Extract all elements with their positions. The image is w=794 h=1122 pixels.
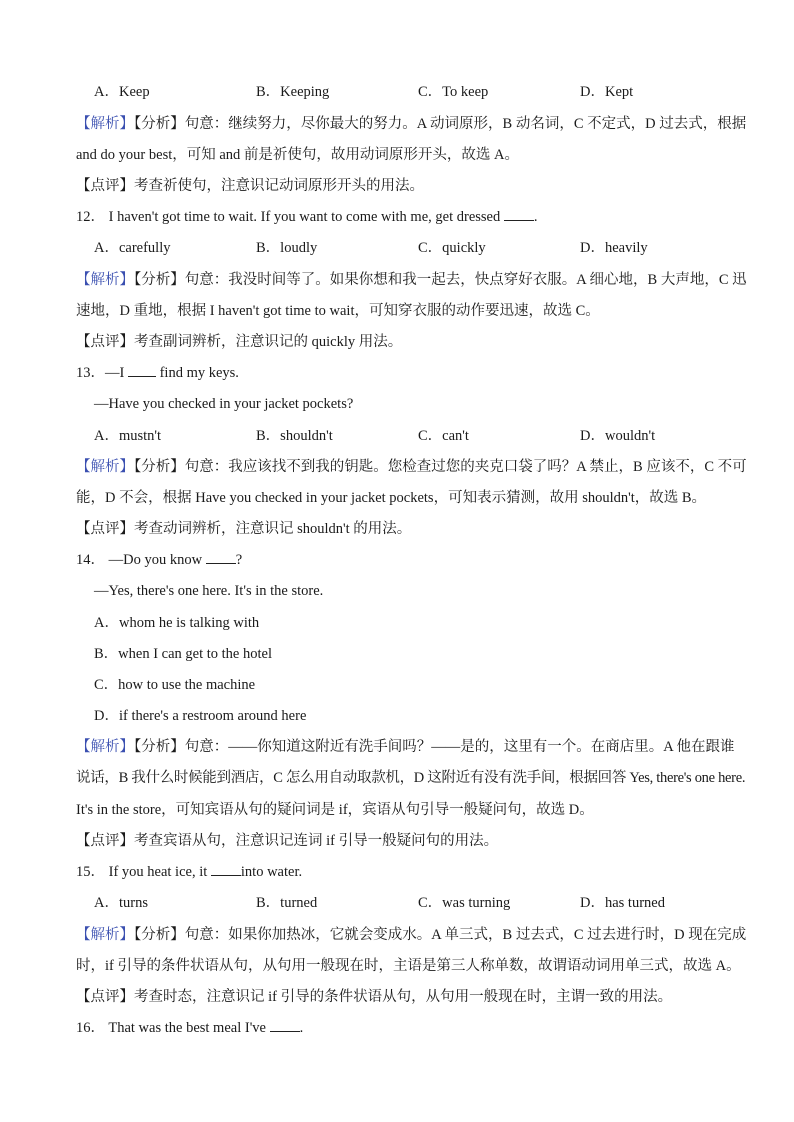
q11-option-b: B．Keeping [256, 84, 330, 100]
q12-comment: 【点评】考查副词辨析，注意识记的 quickly 用法。 [76, 334, 403, 350]
q12-stem: 12． I haven't got time to wait. If you want to come with me, get dressed . [76, 209, 538, 225]
q13-analysis-line2: 能，D 不会，根据 Have you checked in your jacket pockets，可知表示猜测，故用 shouldn't，故选 B。 [76, 490, 707, 506]
q13-blank [128, 363, 156, 377]
q12-analysis-line1: 【解析】【分析】句意：我没时间等了。如果你想和我一起去，快点穿好衣服。A 细心地，B 大声地，C 迅 [76, 272, 747, 288]
q14-blank [206, 550, 236, 564]
q11-analysis-line2: and do your best，可知 and 前是祈使句，故用动词原形开头，故选 A。 [76, 147, 520, 163]
q13-option-b: B．shouldn't [256, 428, 333, 444]
q13-analysis-line1: 【解析】【分析】句意：我应该找不到我的钥匙。您检查过您的夹克口袋了吗？A 禁止，B 应该不，C 不可 [76, 459, 747, 475]
q16-blank [270, 1018, 300, 1032]
q14-option-c: C．how to use the machine [94, 677, 256, 693]
q14-analysis-line3: It's in the store，可知宾语从句的疑问词是 if，宾语从句引导一般疑问句，故选 D。 [76, 802, 594, 818]
q13-comment: 【点评】考查动词辨析，注意识记 shouldn't 的用法。 [76, 521, 412, 537]
q15-option-d: D．has turned [580, 895, 665, 911]
q14-analysis-tag: 【解析】 [76, 739, 134, 755]
q12-blank [504, 207, 534, 221]
q15-stem: 15． If you heat ice, it into water. [76, 864, 303, 880]
q15-analysis-line2: 时，if 引导的条件状语从句，从句用一般现在时，主语是第三人称单数，故谓语动词用单三式，故选 A。 [76, 958, 741, 974]
q15-option-c: C．was turning [418, 895, 511, 911]
q11-option-c: C．To keep [418, 84, 489, 100]
q13-option-a: A．mustn't [94, 428, 162, 444]
q11-analysis-tag: 【解析】 [76, 116, 134, 132]
q13-analysis-tag: 【解析】 [76, 459, 134, 475]
q14-comment: 【点评】考查宾语从句，注意识记连词 if 引导一般疑问句的用法。 [76, 833, 499, 849]
q13-stem: 13．—I find my keys. [76, 365, 239, 381]
q14-option-b: B．when I can get to the hotel [94, 646, 272, 662]
q12-option-a: A．carefully [94, 240, 171, 256]
q14-analysis-line2: 说话，B 我什么时候能到酒店，C 怎么用自动取款机，D 这附近有没有洗手间，根据回答 Yes, there's one here. [76, 770, 746, 786]
q13-option-c: C．can't [418, 428, 469, 444]
q12-option-d: D．heavily [580, 240, 648, 256]
q11-comment: 【点评】考查祈使句，注意识记动词原形开头的用法。 [76, 178, 424, 194]
q15-option-b: B．turned [256, 895, 318, 911]
q12-option-b: B．loudly [256, 240, 318, 256]
q11-analysis-line1: 【解析】【分析】句意：继续努力，尽你最大的努力。A 动词原形，B 动名词，C 不定式，D 过去式，根据 [76, 116, 747, 132]
q14-option-a: A．whom he is talking with [94, 615, 260, 631]
q15-analysis-tag: 【解析】 [76, 927, 134, 943]
q11-option-a: A．Keep [94, 84, 150, 100]
q13-stem-line2: —Have you checked in your jacket pockets? [94, 396, 354, 412]
q15-comment: 【点评】考查时态，注意识记 if 引导的条件状语从句，从句用一般现在时，主谓一致的用法。 [76, 989, 673, 1005]
q15-analysis-line1: 【解析】【分析】句意：如果你加热冰，它就会变成水。A 单三式，B 过去式，C 过去进行时，D 现在完成 [76, 927, 747, 943]
q14-stem-line2: —Yes, there's one here. It's in the store. [94, 583, 324, 599]
q14-stem: 14． —Do you know ? [76, 552, 243, 568]
q12-analysis-line2: 速地，D 重地，根据 I haven't got time to wait，可知穿衣服的动作要迅速，故选 C。 [76, 303, 600, 319]
q14-analysis-line1: 【解析】【分析】句意：——你知道这附近有洗手间吗？——是的，这里有一个。在商店里。A 他在跟谁 [76, 739, 735, 755]
q15-blank [211, 862, 241, 876]
q14-option-d: D．if there's a restroom around here [94, 708, 307, 724]
q12-option-c: C．quickly [418, 240, 486, 256]
q13-option-d: D．wouldn't [580, 428, 656, 444]
q12-analysis-tag: 【解析】 [76, 272, 134, 288]
q16-stem: 16． That was the best meal I've . [76, 1020, 304, 1036]
q11-option-d: D．Kept [580, 84, 634, 100]
q15-option-a: A．turns [94, 895, 148, 911]
